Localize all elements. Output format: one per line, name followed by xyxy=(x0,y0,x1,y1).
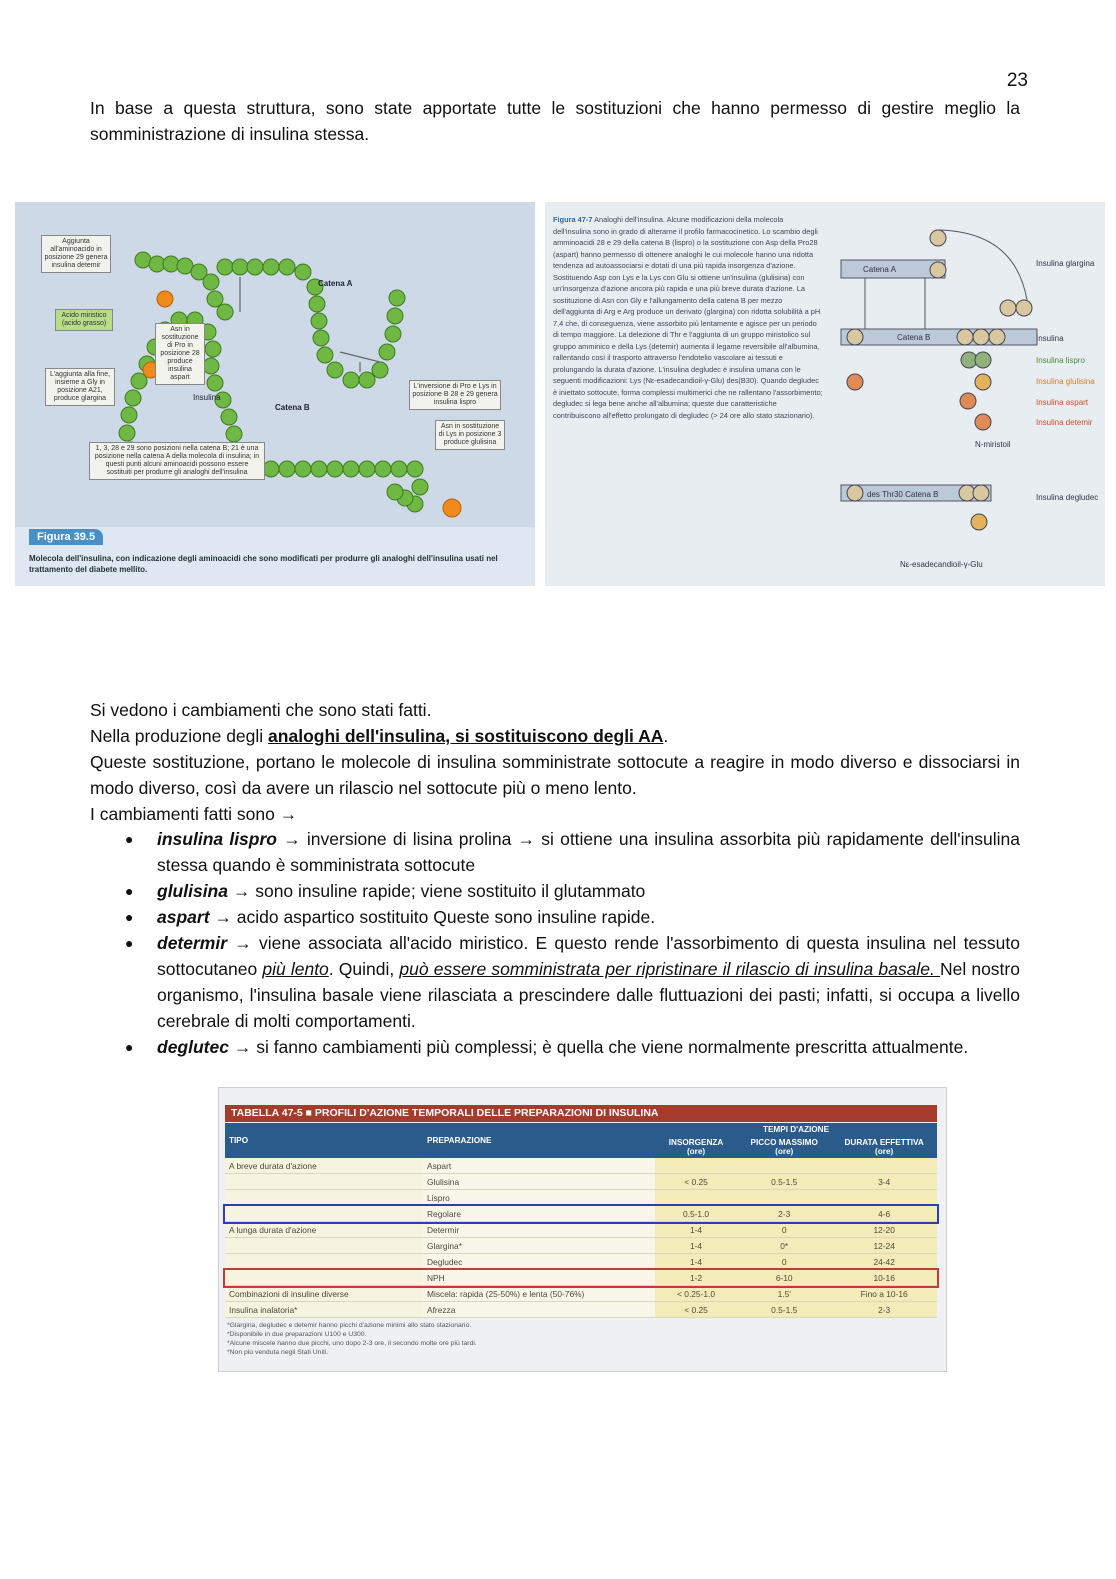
col-preparazione: PREPARAZIONE xyxy=(423,1123,655,1158)
cell-prep: Regolare xyxy=(423,1206,655,1222)
cell-picco xyxy=(737,1190,831,1206)
text-analogs-post: . xyxy=(663,726,669,746)
col-tempi: TEMPI D'AZIONE xyxy=(655,1123,937,1136)
label-insulina-detemir: Insulina detemir xyxy=(1036,418,1093,427)
intro-paragraph: In base a questa struttura, sono state apportate tutte le sostituzioni che hanno permesso di gestire meglio la somministrazione di insulina stessa. xyxy=(90,98,1020,144)
cell-tipo xyxy=(225,1254,423,1270)
list-item: ● glulisina → sono insuline rapide; viene sostituito il glutammato xyxy=(125,881,646,901)
cell-dur: 2-3 xyxy=(831,1302,937,1318)
cell-ins: 1-4 xyxy=(655,1254,737,1270)
cell-dur: 10-16 xyxy=(831,1270,937,1286)
table-row xyxy=(225,1190,937,1206)
callout-glargina: L'aggiunta alla fine, insieme a Gly in posizione A21, produce glargina xyxy=(45,368,115,406)
cell-ins xyxy=(655,1158,737,1174)
label-insulina-glargina: Insulina glargina xyxy=(1036,259,1095,268)
cell-prep: NPH xyxy=(423,1270,655,1286)
cell-picco: 0 xyxy=(737,1254,831,1270)
table-row xyxy=(225,1238,937,1254)
desc-determir-3: Nel nostro organismo, l'insulina basale viene rilasciata a prescindere dalle fluttuazioni dei pasti; infatti, si occupa a livello cerebrale di molti comportamenti. xyxy=(157,959,1020,1031)
cell-tipo xyxy=(225,1190,423,1206)
label-insulin: Insulina xyxy=(193,393,221,402)
list-item: ● deglutec → si fanno cambiamenti più complessi; è quella che viene normalmente prescritta attualmente. xyxy=(125,1037,969,1057)
col-durata: DURATA EFFETTIVA (ore) xyxy=(831,1136,937,1158)
table-row xyxy=(225,1302,937,1318)
cell-tipo: Combinazioni di insuline diverse xyxy=(225,1286,423,1302)
cell-ins: 1-2 xyxy=(655,1270,737,1286)
cell-prep: Glargina* xyxy=(423,1238,655,1254)
figure-analogs-title: Figura 47-7 xyxy=(553,215,593,224)
label-insulina-degludec: Insulina degludec xyxy=(1036,493,1099,502)
callout-detemir: Aggiunta all'aminoacido in posizione 29 genera insulina detemir xyxy=(41,235,111,273)
table-row xyxy=(225,1158,937,1174)
text-substitutions: Queste sostituzione, portano le molecole di insulina somministrate sottocute a reagire in modo diverso e dissociarsi in modo diverso, così da avere un rilascio nel sottocute più o meno lento. xyxy=(90,752,1020,798)
label-insulina-aspart: Insulina aspart xyxy=(1036,398,1089,407)
cell-tipo xyxy=(225,1174,423,1190)
figure-label: Figura 39.5 xyxy=(29,529,103,545)
cell-picco: 6-10 xyxy=(737,1270,831,1286)
cell-tipo: A breve durata d'azione xyxy=(225,1158,423,1174)
cell-prep: Degludec xyxy=(423,1254,655,1270)
cell-ins: < 0.25-1.0 xyxy=(655,1286,737,1302)
analogs-label-chain-a: Catena A xyxy=(863,265,896,274)
list-item: ● insulina lispro → inversione di lisina prolina → si ottiene una insulina assorbita più rapidamente dell'insulina stessa quando è somministrata sottocute xyxy=(125,829,1020,875)
figure-caption: Molecola dell'insulina, con indicazione degli aminoacidi che sono modificati per produrre gli analoghi dell'insulina usati nel trattamento del diabete mellito. xyxy=(29,554,498,574)
table-footnotes xyxy=(227,1321,477,1357)
cell-ins xyxy=(655,1190,737,1206)
label-chain-a: Catena A xyxy=(318,279,353,288)
callout-aspart: Asn in sostituzione di Pro in posizione 28 produce insulina aspart xyxy=(155,323,205,385)
cell-dur xyxy=(831,1190,937,1206)
label-esadecandioil: Nε-esadecandioil-γ-Glu xyxy=(900,560,983,569)
list-item: ● determir → viene associata all'acido miristico. E questo rende l'assorbimento di questa insulina nel tessuto sottocutaneo più lento. Quindi, può essere somministrata per ripristinare il rilascio di insulina basale. Nel nostro organismo, l'insulina basale viene rilasciata a prescindere dalle fluttuazioni dei pasti; infatti, si occupa a livello cerebrale di molti comportamenti. xyxy=(125,933,1020,1031)
cell-tipo: A lunga durata d'azione xyxy=(225,1222,423,1238)
cell-tipo xyxy=(225,1270,423,1286)
callout-positions: 1, 3, 28 e 29 sono posizioni nella catena B; 21 è una posizione nella catena A della molecola di insulina; in questi punti alcuni aminoacidi possono essere sostituiti per produrre gli analoghi dell'insulina xyxy=(89,442,265,480)
footnote: *Glargina, degludec e detemir hanno picchi d'azione minimi allo stato stazionario. xyxy=(227,1322,472,1329)
cell-picco xyxy=(737,1158,831,1174)
cell-picco: 0.5-1.5 xyxy=(737,1302,831,1318)
cell-dur: 12-24 xyxy=(831,1238,937,1254)
cell-prep: Glulisina xyxy=(423,1174,655,1190)
desc-glulisina: → sono insuline rapide; viene sostituito il glutammato xyxy=(227,881,646,901)
figure-insulin-analogs xyxy=(545,202,1105,586)
desc-determir-basal: può essere somministrata per ripristinare il rilascio di insulina basale. xyxy=(399,959,940,979)
term-aspart: aspart xyxy=(157,907,210,927)
cell-picco: 1.5' xyxy=(737,1286,831,1302)
cell-ins: 0.5-1.0 xyxy=(655,1206,737,1222)
cell-dur xyxy=(831,1158,937,1174)
text-analogs xyxy=(90,723,668,749)
cell-ins: 1-4 xyxy=(655,1222,737,1238)
callout-myristic-acid: Acido miristico (acido grasso) xyxy=(55,309,113,331)
col-insorgenza: INSORGENZA (ore) xyxy=(655,1136,737,1158)
callout-lispro: L'inversione di Pro e Lys in posizione B 28 e 29 genera insulina lispro xyxy=(409,380,501,410)
desc-determir-2: . Quindi, xyxy=(328,959,400,979)
desc-aspart: → acido aspartico sostituito Queste sono insuline rapide. xyxy=(209,907,656,927)
label-insulina-lispro: Insulina lispro xyxy=(1036,356,1085,365)
table-row-highlighted xyxy=(225,1206,937,1222)
callout-glulisina: Asn in sostituzione di Lys in posizione 3 produce glulisina xyxy=(435,420,505,450)
table-row xyxy=(225,1254,937,1270)
cell-dur: 4-6 xyxy=(831,1206,937,1222)
term-deglutec: deglutec xyxy=(157,1037,229,1057)
analogs-bullet-list xyxy=(118,826,1020,1060)
cell-ins: < 0.25 xyxy=(655,1174,737,1190)
label-n-miristoil: N-miristoil xyxy=(975,440,1011,449)
col-picco: PICCO MASSIMO (ore) xyxy=(737,1136,831,1158)
footnote: *Non più venduta negli Stati Uniti. xyxy=(227,1349,329,1356)
analogs-schema xyxy=(545,202,1105,586)
table-row xyxy=(225,1286,937,1302)
cell-ins: 1-4 xyxy=(655,1238,737,1254)
cell-picco: 2-3 xyxy=(737,1206,831,1222)
page-number: 23 xyxy=(1006,70,1028,91)
cell-prep: Miscela: rapida (25-50%) e lenta (50-76%) xyxy=(423,1286,655,1302)
desc-deglutec: → si fanno cambiamenti più complessi; è quella che viene normalmente prescritta attualmente. xyxy=(228,1037,969,1057)
label-insulina: Insulina xyxy=(1036,334,1064,343)
term-determir: determir xyxy=(157,933,228,953)
cell-prep: Afrezza xyxy=(423,1302,655,1318)
table-row xyxy=(225,1222,937,1238)
table-grid xyxy=(225,1123,937,1318)
cell-dur: Fino a 10-16 xyxy=(831,1286,937,1302)
col-tipo: TIPO xyxy=(225,1123,423,1158)
term-glulisina: glulisina xyxy=(157,881,228,901)
list-item: ● aspart → acido aspartico sostituito Queste sono insuline rapide. xyxy=(125,907,656,927)
cell-picco: 0 xyxy=(737,1222,831,1238)
table-title: TABELLA 47-5 ■ PROFILI D'AZIONE TEMPORALI DELLE PREPARAZIONI DI INSULINA xyxy=(225,1105,937,1122)
label-chain-b: Catena B xyxy=(275,403,310,412)
cell-dur: 24-42 xyxy=(831,1254,937,1270)
footnote: *Alcune miscele hanno due picchi, uno dopo 2-3 ore, il secondo molte ore più tardi. xyxy=(227,1340,477,1347)
label-des-thr: des Thr30 Catena B xyxy=(867,490,939,499)
cell-prep: Lispro xyxy=(423,1190,655,1206)
cell-dur: 12-20 xyxy=(831,1222,937,1238)
cell-picco: 0* xyxy=(737,1238,831,1254)
cell-tipo: Insulina inalatoria* xyxy=(225,1302,423,1318)
table-row xyxy=(225,1174,937,1190)
table-row-highlighted xyxy=(225,1270,937,1286)
text-analogs-pre: Nella produzione degli xyxy=(90,726,269,746)
desc-determir-1: → viene associata all'acido miristico. E questo rende l'assorbimento di questa insulina nel tessuto sottocutaneo xyxy=(157,933,1020,979)
term-lispro: insulina lispro xyxy=(157,829,277,849)
cell-prep: Determir xyxy=(423,1222,655,1238)
cell-ins: < 0.25 xyxy=(655,1302,737,1318)
cell-tipo xyxy=(225,1206,423,1222)
text-changes-list-intro: I cambiamenti fatti sono → xyxy=(90,804,298,824)
figure-insulin-molecule xyxy=(15,202,535,586)
cell-picco: 0.5-1.5 xyxy=(737,1174,831,1190)
figure-analogs-description: Analoghi dell'insulina. Alcune modificazioni della molecola dell'insulina sono in grado di alterarne il profilo farmacocinetico. Lo scambio degli amminoacidi 28 e 29 della catena B (lispro) o la sostituzione con Asp della Pro28 (aspart) hanno permesso di ottenere analoghi le cui molecole hanno una ridotta tendenza ad autoassociarsi e dotati di una più rapida insorgenza d'azione. Sostituendo Asp con Lys e la Lys con Glu si ottiene un'insulina (glulisina) con un'insorgenza d'azione ancora più rapida e una più breve durata d'azione. La sostituzione di Asn con Gly e l'allungamento della catena B per mezzo dell'aggiunta di Arg e Arg produce un derivato (glargina) con ridotta solubilità a pH 7,4 che, di conseguenza, viene assorbito più lentamente e agisce per un periodo di tempo maggiore. La delezione di Thr e l'aggiunta di un gruppo miristolico sul gruppo amminico e della Lys (detemir) aumenta il legame reversibile all'albumina, rallentando così il trasporto attraverso l'endotelio vascolare ai tessuti e prolungando la durata d'azione. L'insulina degludec è insulina umana con le seguenti modificazioni: Lys (Nε-esadecandioil-γ-Glu) des(B30). Quando degludec è iniettato sottocute, forma complessi multimerici che ne rallentano l'assorbimento; degludec si lega bene anche all'albumina; queste due caratteristiche contribuiscono all'effetto prolungato di degludec (> 24 ore allo stato stazionario). xyxy=(553,215,823,420)
cell-prep: Aspart xyxy=(423,1158,655,1174)
analogs-label-chain-b: Catena B xyxy=(897,333,931,342)
text-changes-made: Si vedono i cambiamenti che sono stati fatti. xyxy=(90,700,432,720)
desc-determir-slow: più lento xyxy=(262,959,329,979)
text-analogs-highlight: analoghi dell'insulina, si sostituiscono degli AA xyxy=(268,726,664,746)
footnote: *Disponibile in due preparazioni U100 e U300. xyxy=(227,1331,367,1338)
label-insulina-glulisina: Insulina glulisina xyxy=(1036,377,1095,386)
insulin-action-table xyxy=(218,1087,947,1372)
cell-tipo xyxy=(225,1238,423,1254)
cell-dur: 3-4 xyxy=(831,1174,937,1190)
desc-lispro: → inversione di lisina prolina → si ottiene una insulina assorbita più rapidamente dell'insulina stessa quando è somministrata sottocute xyxy=(157,829,1020,875)
figure-insulin-diagram xyxy=(15,202,535,527)
